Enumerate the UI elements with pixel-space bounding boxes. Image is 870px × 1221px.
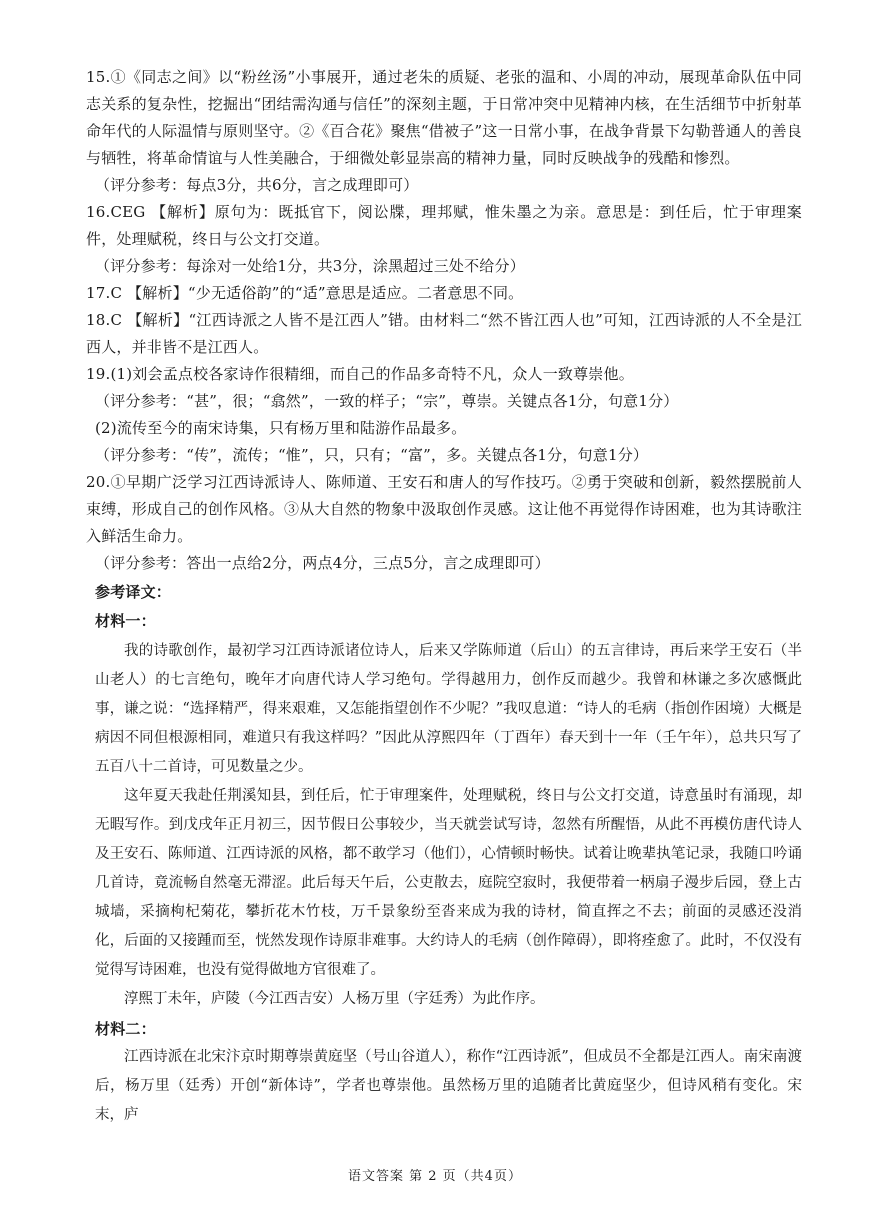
answer-18: 18.C 【解析】“江西诗派之人皆不是江西人”错。由材料二“然不皆江西人也”可知，江西诗派的人不全是江西人，并非皆不是江西人。 [86, 311, 802, 356]
answer-19-1: 19.(1)刘会孟点校各家诗作很精细，而自己的作品多奇特不凡，众人一致尊崇他。 [86, 365, 634, 383]
scoring-note-15: （评分参考：每点3分，共6分，言之成理即可） [95, 176, 419, 194]
material-2-paragraph: 江西诗派在北宋汴京时期尊崇黄庭坚（号山谷道人），称作“江西诗派”，但成员不全都是江西人。南宋南渡后，杨万里（廷秀）开创“新体诗”，学者也尊崇他。虽然杨万里的追随者比黄庭坚少，但诗风稍有变化。宋末，庐 [95, 1049, 802, 1123]
material-1-paragraph: 我的诗歌创作，最初学习江西诗派诸位诗人，后来又学陈师道（后山）的五言律诗，再后来学王安石（半山老人）的七言绝句，晚年才向唐代诗人学习绝句。学得越用力，创作反而越少。我曾和林谦之多次感慨此事，谦之说：“选择精严，得来艰难，又怎能指望创作不少呢？”我叹息道：“诗人的毛病（指创作困境）大概是病因不同但根源相同，难道只有我这样吗？”因此从淳熙四年（丁酉年）春天到十一年（壬午年），总共只写了五百八十二首诗，可见数量之少。 [95, 643, 802, 775]
scoring-note-16: （评分参考：每涂对一处给1分，共3分，涂黑超过三处不给分） [95, 257, 525, 275]
page-footer: 语文答案 第 2 页（共4页） [348, 1169, 522, 1184]
answer-15: 15.①《同志之间》以“粉丝汤”小事展开，通过老朱的质疑、老张的温和、小周的冲动，展现革命队伍中同志关系的复杂性，挖掘出“团结需沟通与信任”的深刻主题，于日常冲突中见精神内核，在生活细节中折射革命年代的人际温情与原则坚守。②《百合花》聚焦“借被子”这一日常小事，在战争背景下勾勒普通人的善良与牺牲，将革命情谊与人性美融合，于细微处彰显崇高的精神力量，同时反映战争的残酷和惨烈。 [86, 68, 802, 167]
answer-17: 17.C 【解析】“少无适俗韵”的“适”意思是适应。二者意思不同。 [86, 284, 524, 302]
material-2-heading: 材料二： [95, 1020, 156, 1038]
translation-heading: 参考译文： [95, 583, 172, 601]
scoring-note-19-2: （评分参考：“传”，流传；“惟”，只，只有；“富”，多。关键点各1分，句意1分） [95, 446, 649, 464]
material-1-paragraph: 这年夏天我赴任荆溪知县，到任后，忙于审理案件，处理赋税，终日与公文打交道，诗意虽时有涌现，却无暇写作。到戊戌年正月初三，因节假日公事较少，当天就尝试写诗，忽然有所醒悟，从此不再模仿唐代诗人及王安石、陈师道、江西诗派的风格，都不敢学习（他们），心情顿时畅快。试着让晚辈执笔记录，我随口吟诵几首诗，竟流畅自然毫无滞涩。此后每天午后，公吏散去，庭院空寂时，我便带着一柄扇子漫步后园，登上古城墙，采摘枸杞菊花，攀折花木竹枝，万千景象纷至沓来成为我的诗材，简直挥之不去；前面的灵感还没消化，后面的又接踵而至，恍然发现作诗原非难事。大约诗人的毛病（创作障碍），即将痊愈了。此时，不仅没有觉得写诗困难，也没有觉得做地方官很难了。 [95, 788, 802, 978]
material-1-heading: 材料一： [95, 612, 156, 630]
answer-20: 20.①早期广泛学习江西诗派诗人、陈师道、王安石和唐人的写作技巧。②勇于突破和创新，毅然摆脱前人束缚，形成自己的创作风格。③从大自然的物象中汲取创作灵感。这让他不再觉得作诗困难，也为其诗歌注入鲜活生命力。 [86, 473, 802, 545]
answer-content [86, 64, 802, 1130]
material-1-paragraph: 淳熙丁未年，庐陵（今江西吉安）人杨万里（字廷秀）为此作序。 [124, 991, 545, 1007]
scoring-note-20: （评分参考：答出一点给2分，两点4分，三点5分，言之成理即可） [95, 554, 550, 572]
answer-19-2: (2)流传至今的南宋诗集，只有杨万里和陆游作品最多。 [95, 419, 467, 437]
answer-16: 16.CEG 【解析】原句为：既抵官下，阅讼牒，理邦赋，惟朱墨之为亲。意思是：到任后，忙于审理案件，处理赋税，终日与公文打交道。 [86, 203, 802, 248]
scoring-note-19-1: （评分参考：“甚”，很；“翕然”，一致的样子；“宗”，尊崇。关键点各1分，句意1分） [95, 392, 679, 410]
